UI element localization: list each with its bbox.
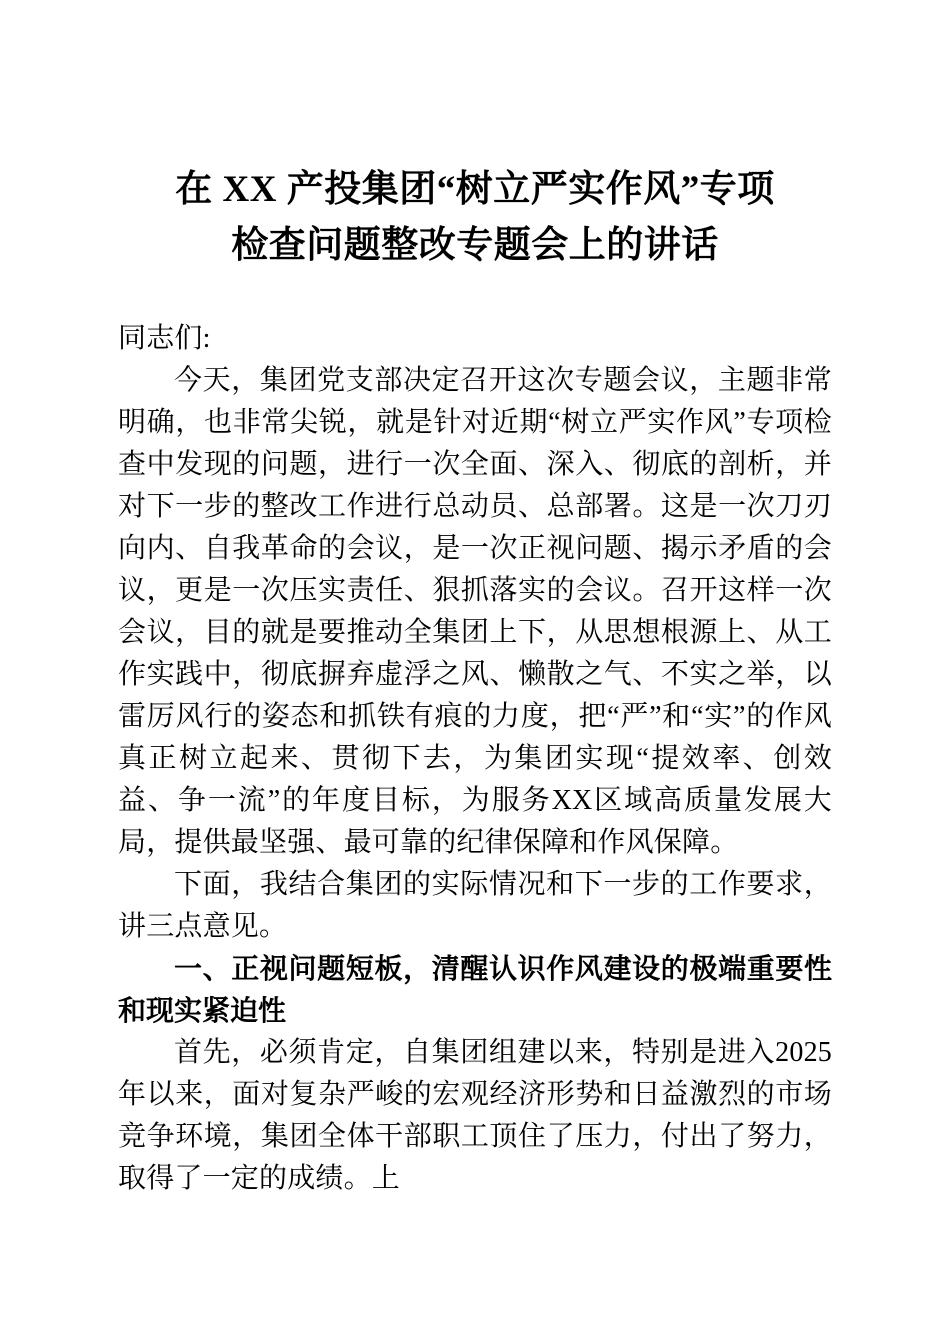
paragraph-2: 下面，我结合集团的实际情况和下一步的工作要求，讲三点意见。 [118,869,832,942]
title-line-1: 在 XX 产投集团“树立严实作风”专项 [175,169,775,210]
document-body [118,318,832,1200]
title-line-2: 检查问题整改专题会上的讲话 [231,225,719,266]
section-heading-1: 一、正视问题短板，清醒认识作风建设的极端重要性和现实紧迫性 [118,953,832,1026]
paragraph-1: 今天，集团党支部决定召开这次专题会议，主题非常明确，也非常尖锐，就是针对近期“树立严实作风”专项检查中发现的问题，进行一次全面、深入、彻底的剖析，并对下一步的整改工作进行总动员、总部署。这是一次刀刃向内、自我革命的会议，是一次正视问题、揭示矛盾的会议，更是一次压实责任、狠抓落实的会议。召开这样一次会议，目的就是要推动全集团上下，从思想根源上、从工作实践中，彻底摒弃虚浮之风、懒散之气、不实之举，以雷厉风行的姿态和抓铁有痕的力度，把“严”和“实”的作风真正树立起来、贯彻下去，为集团实现“提效率、创效益、争一流”的年度目标，为服务XX区域高质量发展大局，提供最坚强、最可靠的纪律保障和作风保障。 [118,365,832,858]
page-title [118,0,832,274]
salutation: 同志们: [118,323,211,354]
section-paragraph-1: 首先，必须肯定，自集团组建以来，特别是进入2025年以来，面对复杂严峻的宏观经济形势和日益激烈的市场竞争环境，集团全体干部职工顶住了压力，付出了努力，取得了一定的成绩。上 [118,1037,832,1194]
